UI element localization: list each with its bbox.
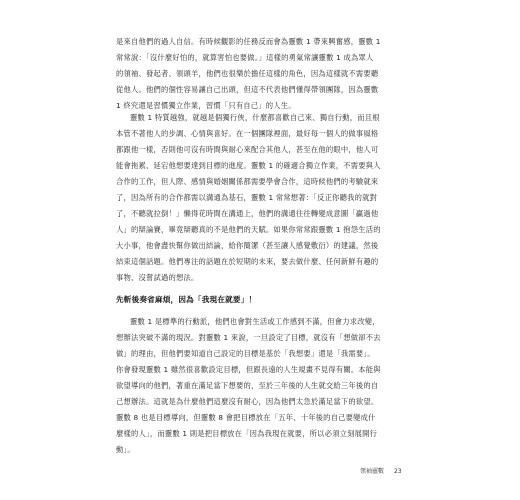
text-line: 動」。: [116, 445, 135, 454]
text-line: 合作的工作，但人際、感情與婚姻關係都需要學會合作，這時候他們的考驗就來: [116, 177, 379, 186]
text-line: 想辦法突破不滿的現況。對靈數 1 來說，一旦設定了目標，就沒有「想做卻不去: [116, 333, 381, 342]
running-footer-title: 領袖靈數: [360, 468, 385, 475]
text-line: 己想辦法。這就是為什麼他們這麼沒有耐心，因為他們太急於滿足當下的欲望。: [116, 397, 379, 406]
text-line: 本管不著他人的步調、心情與喜好。在一個團隊裡面，最好每一個人的做事風格: [116, 129, 379, 138]
paragraph-3: [116, 314, 412, 458]
page-footer: [360, 466, 420, 478]
paragraph-1: [116, 34, 412, 114]
text-line: 能會拖累、延宕他想要達到目標的進度。靈數 1 的確適合獨立作業，不需要與人: [116, 161, 381, 170]
text-line: 了，因為所有的合作都需以溝通為基石，靈數 1 常常想著：「反正你聽我的就對: [116, 193, 378, 202]
text-line: 靈數 8 也是目標導向，但靈數 8 會把目標放在「五年、十年後的自己要變成什: [116, 413, 376, 422]
text-line: 靈數 1 是標準的行動派，他們也會對生活或工作感到不滿，但會力求改變，: [130, 317, 380, 326]
text-line: 靈數 1 特質越強，就越是個獨行俠，什麼都喜歡自己來、獨自行動，而且根: [130, 113, 380, 122]
text-line: 事物、沒嘗試過的想法。: [116, 273, 199, 282]
page-number: 23: [393, 468, 402, 475]
text-line: 欲望導向的他們，著重在滿足當下想要的，至於三年後的人生就交給三年後的自: [116, 381, 379, 390]
text-line: 做」的理由，但他們要知道自己設定的目標是基於「我想要」還是「我需要」。: [116, 349, 375, 358]
text-line: 從他人。他們的個性容易讓自己出頭，但這不代表他們懂得帶領團隊，因為靈數: [116, 85, 379, 94]
text-line: 結束這個話題。他們專注的話題在於短期的未來，要去做什麼、任何新鮮有趣的: [116, 257, 379, 266]
paragraph-2: [116, 110, 412, 286]
text-line: 麼樣的人」，而靈數 1 則是把目標放在「因為我現在就要，所以必須立刻展開行: [116, 429, 378, 438]
text-line: 的領袖、發起者、領頭羊，他們也很樂於擔任這樣的角色，因為這樣就不需要聽: [116, 69, 379, 78]
text-line: 了，不聽就拉倒！」懶得花時間在溝通上，他們的溝通往往轉變成意圖「贏過他: [116, 209, 379, 218]
text-line: 1 終究還是習慣獨立作業，習慣「只有自己」的人生。: [116, 101, 296, 110]
text-line: 是來自他們的過人自信。有時候觀影的任務反而會為靈數 1 帶來興奮感，靈數 1: [116, 37, 381, 46]
text-line: 人」的辯論賽，畢竟辯聽真的不是他們的天賦。如果你常常跟靈數 1 抱怨生活的: [116, 225, 381, 234]
section-heading: 先斬後奏省麻煩，因為「我現在就要」！: [116, 295, 257, 304]
text-line: 你會發現靈數 1 雖然很喜歡設定目標，但跟長遠的人生規畫不見得有關。本能與: [116, 365, 381, 374]
text-line: 都跟他一樣，否則他可沒有時間與耐心來配合其他人，甚至在他的眼中，他人可: [116, 145, 379, 154]
text-line: 大小事，他會盡快幫你做出結論，給你簡潔（甚至讓人感覺敷衍）的建議，然後: [116, 241, 379, 250]
text-line: 常常說：「沒什麼好怕的，就算害怕也要做。」這樣的勇氣常讓靈數 1 成為眾人: [116, 53, 374, 62]
